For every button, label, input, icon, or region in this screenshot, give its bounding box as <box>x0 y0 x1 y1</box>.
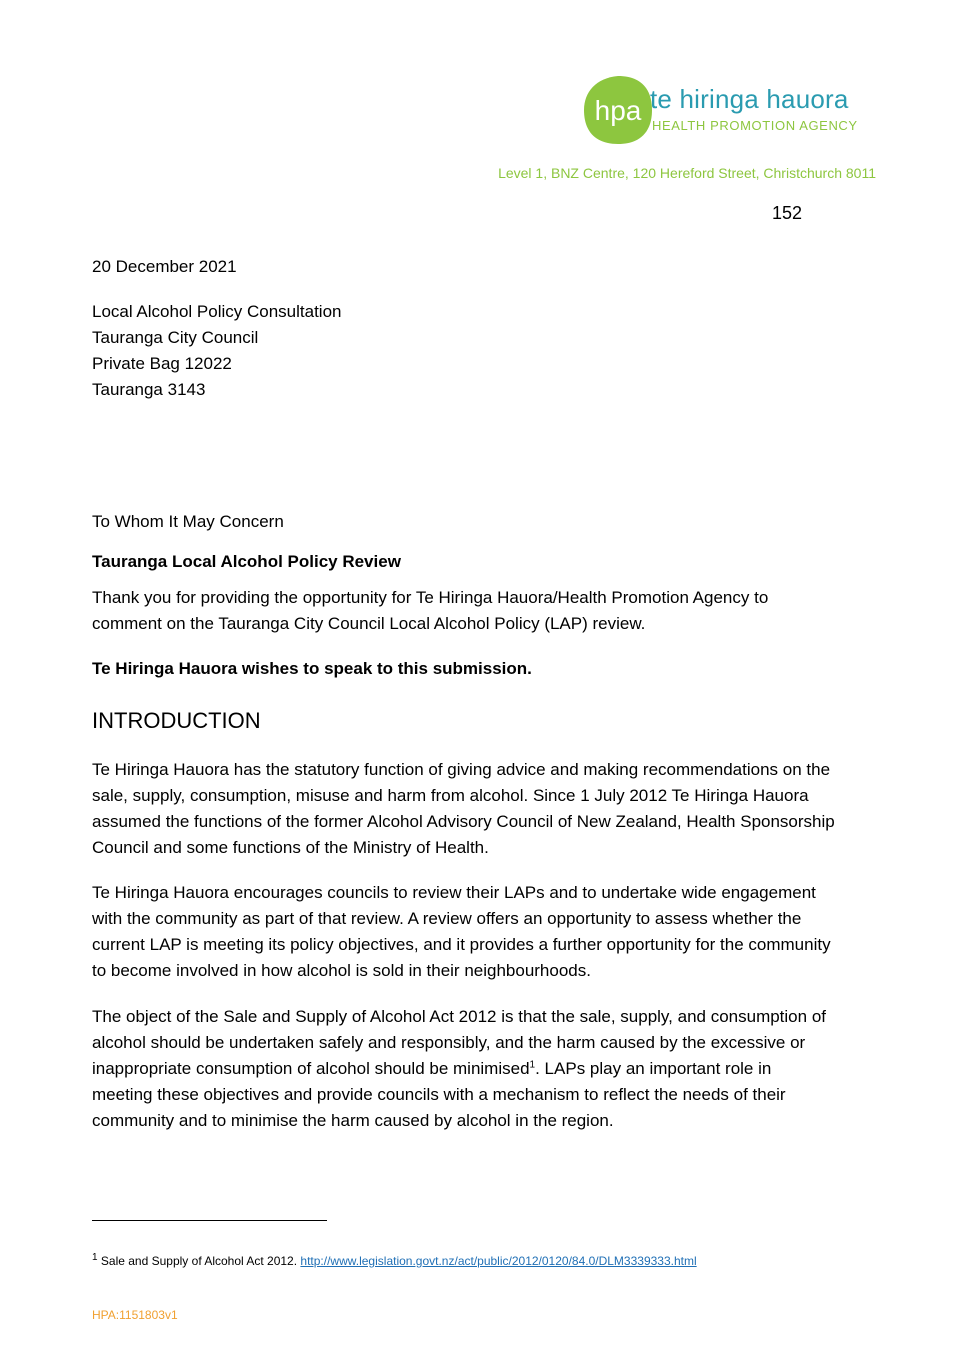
footnote-number: 1 <box>92 1252 98 1263</box>
paragraph-line: The object of the Sale and Supply of Alcohol Act 2012 is that the sale, supply, and consumption of <box>92 1007 826 1026</box>
recipient-line: Tauranga City Council <box>92 328 259 347</box>
date-text: 20 December 2021 <box>92 257 237 276</box>
introduction-paragraph-2 <box>92 880 878 984</box>
footnote-reference[interactable]: 1 <box>529 1059 536 1071</box>
paragraph-line: Te Hiringa Hauora has the statutory function of giving advice and making recommendations on the <box>92 760 831 779</box>
subject-line <box>92 549 878 575</box>
footnote-link[interactable]: http://www.legislation.govt.nz/act/public/2012/0120/84.0/DLM3339333.html <box>300 1254 697 1268</box>
logo-name: te hiringa hauora <box>650 84 849 114</box>
paragraph-line: Thank you for providing the opportunity for Te Hiringa Hauora/Health Promotion Agency to <box>92 588 769 607</box>
footnote-separator <box>92 1220 327 1221</box>
salutation <box>92 509 878 535</box>
paragraph-line: community and to minimise the harm caused by alcohol in the region. <box>92 1111 614 1130</box>
paragraph-line: sale, supply, consumption, misuse and harm from alcohol. Since 1 July 2012 Te Hiringa Hauora <box>92 786 809 805</box>
intro-paragraph <box>92 585 878 637</box>
section-heading: INTRODUCTION <box>92 708 261 733</box>
recipient-line: Tauranga 3143 <box>92 380 206 399</box>
speak-statement-text: Te Hiringa Hauora wishes to speak to this submission. <box>92 659 532 678</box>
salutation-text: To Whom It May Concern <box>92 512 284 531</box>
logo-mark-text: hpa <box>594 95 642 126</box>
footnote <box>92 1254 697 1268</box>
paragraph-line: Council and some functions of the Ministry of Health. <box>92 838 489 857</box>
paragraph-line <box>92 1056 878 1082</box>
recipient-line: Private Bag 12022 <box>92 354 232 373</box>
introduction-paragraph-1 <box>92 757 878 861</box>
recipient-block <box>92 299 878 403</box>
subject-text: Tauranga Local Alcohol Policy Review <box>92 552 401 571</box>
paragraph-line: meeting these objectives and provide councils with a mechanism to reflect the needs of their <box>92 1085 786 1104</box>
page-number: 152 <box>772 203 803 223</box>
sender-address: Level 1, BNZ Centre, 120 Hereford Street, Christchurch 8011 <box>498 165 876 181</box>
recipient-line: Local Alcohol Policy Consultation <box>92 302 342 321</box>
paragraph-line: with the community as part of that review. A review offers an opportunity to assess whether the <box>92 909 802 928</box>
paragraph-line: Te Hiringa Hauora encourages councils to review their LAPs and to undertake wide engagement <box>92 883 816 902</box>
paragraph-line-part: . LAPs play an important role in <box>535 1059 772 1078</box>
paragraph-line: to become involved in how alcohol is sold in their neighbourhoods. <box>92 961 591 980</box>
paragraph-line: assumed the functions of the former Alcohol Advisory Council of New Zealand, Health Sponsorship <box>92 812 835 831</box>
paragraph-line: alcohol should be undertaken safely and responsibly, and the harm caused by the excessive or <box>92 1033 806 1052</box>
footnote-text: Sale and Supply of Alcohol Act 2012. <box>100 1254 298 1268</box>
paragraph-line-part: inappropriate consumption of alcohol should be minimised <box>92 1059 530 1078</box>
letter-date <box>92 254 878 280</box>
paragraph-line: comment on the Tauranga City Council Local Alcohol Policy (LAP) review. <box>92 614 646 633</box>
hpa-logo <box>582 74 872 146</box>
hpa-leaf-logo-icon <box>582 74 654 146</box>
document-id: HPA:1151803v1 <box>92 1308 178 1322</box>
introduction-paragraph-3 <box>92 1004 878 1134</box>
speak-statement <box>92 656 878 682</box>
paragraph-line: current LAP is meeting its policy objectives, and it provides a further opportunity for the community <box>92 935 831 954</box>
logo-subtitle: HEALTH PROMOTION AGENCY <box>652 118 858 133</box>
